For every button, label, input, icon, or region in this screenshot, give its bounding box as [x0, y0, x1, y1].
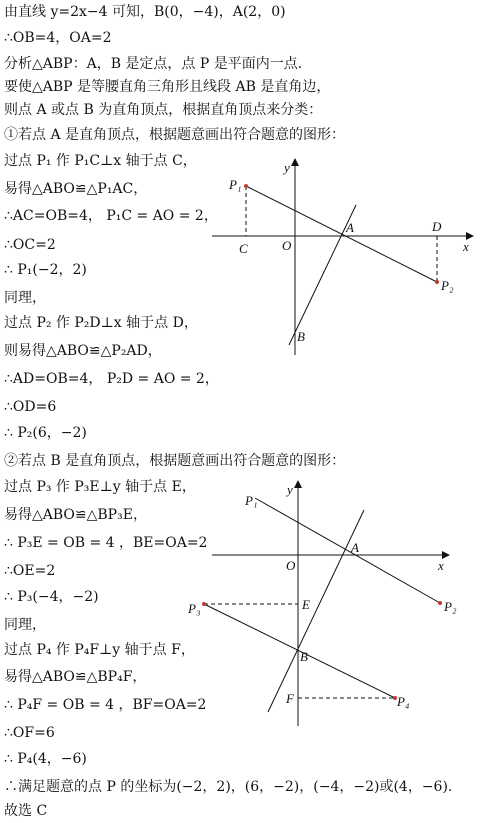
line-27: ∴ P₄F = OB = 4 ，BF=OA=2: [4, 697, 207, 713]
line-2: ∴OB=4，OA=2: [4, 30, 112, 46]
label-o-1: O: [282, 238, 292, 253]
label-b-1: B: [297, 329, 305, 344]
label-y-1: y: [284, 160, 290, 175]
line-p1p2: [246, 186, 437, 282]
label-f: F: [286, 691, 294, 706]
label-p1-2: P₁: [245, 493, 258, 508]
line-31: 故选 C: [4, 803, 48, 819]
line-13: 过点 P₂ 作 P₂D⊥x 轴于点 D，: [4, 315, 198, 331]
line-9: ∴AC=OB=4， P₁C = AO = 2，: [4, 208, 218, 224]
label-p2-2: P₂: [444, 599, 457, 614]
line-14: 则易得△ABO≌△P₂AD，: [4, 343, 162, 359]
line-30: ∴满足题意的点 P 的坐标为(−2，2)，(6，−2)，(−4，−2)或(4，−6).: [4, 779, 453, 795]
line-18: ②若点 B 是直角顶点，根据题意画出符合题意的图形：: [4, 453, 346, 469]
label-b-2: B: [300, 649, 308, 664]
y-axis-arrow-2: [294, 480, 302, 488]
point-p2: [435, 280, 439, 284]
line-24: 同理，: [4, 617, 46, 633]
line-22: ∴OE=2: [4, 563, 56, 579]
line-28: ∴OF=6: [4, 725, 55, 741]
line-21: ∴ P₃E = OB = 4 ，BE=OA=2: [4, 535, 208, 551]
line-7: 过点 P₁ 作 P₁C⊥x 轴于点 C，: [4, 153, 197, 169]
line-12: 同理，: [4, 290, 46, 306]
line-25: 过点 P₄ 作 P₄F⊥y 轴于点 F，: [4, 642, 195, 658]
label-x-2: x: [438, 558, 444, 573]
label-x-1: x: [463, 239, 469, 254]
label-p3: P₃: [188, 601, 201, 616]
line-17: ∴ P₂(6，−2): [4, 425, 87, 441]
line-20: 易得△ABO≌△BP₃E，: [4, 507, 147, 523]
point-p1: [244, 184, 248, 188]
line-3: 分析△ABP：A，B 是定点，点 P 是平面内一点．: [4, 56, 312, 72]
label-p1-1: P₁: [229, 177, 242, 192]
point-p3: [202, 602, 206, 606]
label-p2-1: P₂: [441, 278, 454, 293]
line-6: ①若点 A 是直角顶点，根据题意画出符合题意的图形：: [4, 127, 346, 143]
line-ab-2: [268, 510, 364, 712]
line-10: ∴OC=2: [4, 237, 56, 253]
line-1: 由直线 y=2x−4 可知，B(0，−4)，A(2，0): [4, 4, 286, 20]
line-5: 则点 A 或点 B 为直角顶点，根据直角顶点来分类：: [4, 102, 323, 118]
line-16: ∴OD=6: [4, 399, 57, 415]
line-11: ∴ P₁(−2，2): [4, 262, 87, 278]
line-19: 过点 P₃ 作 P₃E⊥y 轴于点 E，: [4, 479, 196, 495]
line-4: 要使△ABP 是等腰直角三角形且线段 AB 是直角边，: [4, 79, 331, 95]
line-26: 易得△ABO≌△BP₄F，: [4, 669, 147, 685]
point-p2-2: [438, 601, 442, 605]
label-p4: P₄: [397, 694, 410, 709]
label-d: D: [432, 219, 442, 234]
label-o-2: O: [286, 558, 296, 573]
line-8: 易得△ABO≌△P₁AC，: [4, 181, 148, 197]
label-e: E: [302, 597, 310, 612]
line-p1p2-2: [255, 498, 440, 603]
y-axis-arrow-1: [291, 158, 299, 166]
line-15: ∴AD=OB=4， P₂D = AO = 2，: [4, 371, 219, 387]
label-c: C: [239, 241, 248, 256]
label-a-1: A: [346, 220, 354, 235]
label-y-2: y: [287, 482, 293, 497]
line-23: ∴ P₃(−4，−2): [4, 589, 99, 605]
label-a-2: A: [351, 540, 359, 555]
line-29: ∴ P₄(4，−6): [4, 751, 87, 767]
